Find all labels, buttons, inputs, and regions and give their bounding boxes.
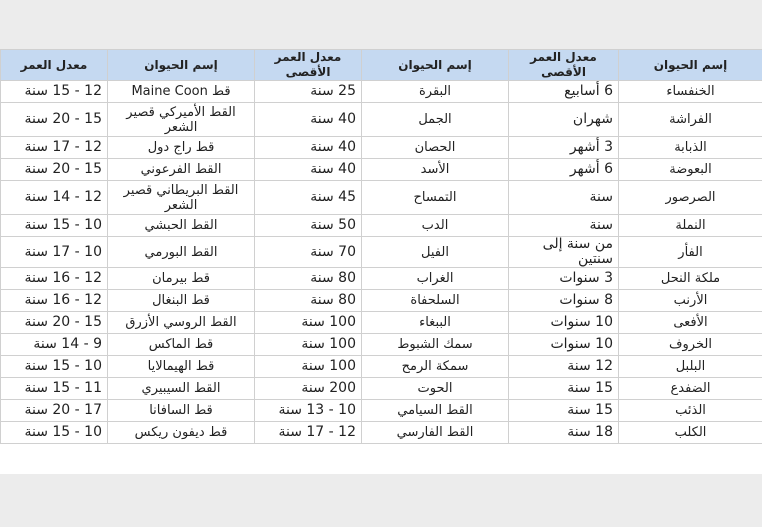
cell-animal-2[interactable]: القط الفارسي (362, 422, 509, 444)
cell-cat-breed[interactable]: القط البريطاني قصير الشعر (108, 181, 255, 215)
cell-animal-1[interactable]: الأفعى (619, 312, 762, 334)
cell-cat-lifespan[interactable]: 15 - 20 سنة (1, 103, 108, 137)
cell-cat-lifespan[interactable]: 11 - 15 سنة (1, 378, 108, 400)
cell-animal-1[interactable]: الفراشة (619, 103, 762, 137)
cell-lifespan-2[interactable]: 45 سنة (255, 181, 362, 215)
cell-animal-1[interactable]: النملة (619, 215, 762, 237)
spreadsheet-sheet (0, 49, 762, 474)
table-row (1, 378, 762, 400)
cell-animal-2[interactable]: الجمل (362, 103, 509, 137)
table-row (1, 81, 762, 103)
cell-lifespan-2[interactable]: 12 - 17 سنة (255, 422, 362, 444)
header-max-lifespan-2[interactable]: معدل العمر الأقصى (255, 50, 362, 81)
cell-lifespan-1[interactable]: سنة (509, 215, 619, 237)
cell-cat-lifespan[interactable]: 10 - 15 سنة (1, 422, 108, 444)
cell-animal-2[interactable]: البقرة (362, 81, 509, 103)
cell-lifespan-1[interactable]: 6 أشهر (509, 159, 619, 181)
cell-lifespan-2[interactable]: 80 سنة (255, 268, 362, 290)
cell-lifespan-2[interactable]: 40 سنة (255, 159, 362, 181)
cell-cat-lifespan[interactable]: 12 - 17 سنة (1, 137, 108, 159)
cell-cat-lifespan[interactable]: 12 - 14 سنة (1, 181, 108, 215)
cell-cat-lifespan[interactable]: 9 - 14 سنة (1, 334, 108, 356)
cell-cat-lifespan[interactable]: 17 - 20 سنة (1, 400, 108, 422)
bottom-background (0, 474, 762, 527)
table-row (1, 290, 762, 312)
cell-animal-1[interactable]: الفأر (619, 237, 762, 268)
cell-cat-lifespan[interactable]: 10 - 15 سنة (1, 356, 108, 378)
cell-lifespan-2[interactable]: 100 سنة (255, 312, 362, 334)
cell-animal-1[interactable]: الذئب (619, 400, 762, 422)
cell-animal-2[interactable]: الغراب (362, 268, 509, 290)
cell-cat-lifespan[interactable]: 10 - 15 سنة (1, 215, 108, 237)
cell-animal-1[interactable]: الصرصور (619, 181, 762, 215)
cell-cat-breed[interactable]: القط البورمي (108, 237, 255, 268)
cell-animal-2[interactable]: القط السيامي (362, 400, 509, 422)
cell-animal-1[interactable]: الضفدع (619, 378, 762, 400)
cell-lifespan-1[interactable]: 12 سنة (509, 356, 619, 378)
cell-lifespan-2[interactable]: 10 - 13 سنة (255, 400, 362, 422)
cell-animal-1[interactable]: ملكة النحل (619, 268, 762, 290)
cell-lifespan-2[interactable]: 40 سنة (255, 137, 362, 159)
cell-animal-2[interactable]: الأسد (362, 159, 509, 181)
cell-animal-2[interactable]: الحصان (362, 137, 509, 159)
cell-animal-2[interactable]: الببغاء (362, 312, 509, 334)
cell-cat-lifespan[interactable]: 15 - 20 سنة (1, 159, 108, 181)
cell-animal-2[interactable]: الدب (362, 215, 509, 237)
cell-lifespan-1[interactable]: 10 سنوات (509, 312, 619, 334)
cell-lifespan-2[interactable]: 200 سنة (255, 378, 362, 400)
header-animal-name-3[interactable]: إسم الحيوان (108, 50, 255, 81)
cell-animal-1[interactable]: الذبابة (619, 137, 762, 159)
cell-lifespan-2[interactable]: 40 سنة (255, 103, 362, 137)
header-lifespan-3[interactable]: معدل العمر (1, 50, 108, 81)
table-row (1, 181, 762, 215)
cell-animal-1[interactable]: الكلب (619, 422, 762, 444)
cell-lifespan-1[interactable]: 6 أسابيع (509, 81, 619, 103)
cell-cat-breed[interactable]: قط الماكس (108, 334, 255, 356)
cell-cat-lifespan[interactable]: 15 - 20 سنة (1, 312, 108, 334)
lifespan-table (0, 49, 762, 444)
table-row (1, 137, 762, 159)
cell-lifespan-1[interactable]: 3 أشهر (509, 137, 619, 159)
cell-cat-lifespan[interactable]: 12 - 16 سنة (1, 290, 108, 312)
cell-animal-2[interactable]: سمك الشبوط (362, 334, 509, 356)
cell-cat-breed[interactable]: القط الأميركي قصير الشعر (108, 103, 255, 137)
cell-cat-breed[interactable]: القط الحبشي (108, 215, 255, 237)
table-row (1, 103, 762, 137)
cell-animal-2[interactable]: سمكة الرمح (362, 356, 509, 378)
cell-lifespan-1[interactable]: 15 سنة (509, 400, 619, 422)
cell-lifespan-2[interactable]: 70 سنة (255, 237, 362, 268)
cell-animal-2[interactable]: التمساح (362, 181, 509, 215)
cell-cat-breed[interactable]: قط البنغال (108, 290, 255, 312)
cell-cat-lifespan[interactable]: 10 - 17 سنة (1, 237, 108, 268)
cell-lifespan-1[interactable]: من سنة إلى سنتين (509, 237, 619, 268)
cell-lifespan-1[interactable]: 10 سنوات (509, 334, 619, 356)
table-row (1, 356, 762, 378)
cell-lifespan-1[interactable]: 15 سنة (509, 378, 619, 400)
table-row (1, 312, 762, 334)
cell-lifespan-1[interactable]: 8 سنوات (509, 290, 619, 312)
cell-cat-breed[interactable]: قط راج دول (108, 137, 255, 159)
cell-lifespan-2[interactable]: 80 سنة (255, 290, 362, 312)
table-row (1, 215, 762, 237)
cell-lifespan-1[interactable]: سنة (509, 181, 619, 215)
cell-lifespan-2[interactable]: 100 سنة (255, 334, 362, 356)
table-row (1, 400, 762, 422)
cell-cat-lifespan[interactable]: 12 - 16 سنة (1, 268, 108, 290)
cell-animal-1[interactable]: الخروف (619, 334, 762, 356)
cell-cat-breed[interactable]: قط Maine Coon (108, 81, 255, 103)
cell-lifespan-2[interactable]: 100 سنة (255, 356, 362, 378)
cell-cat-breed[interactable]: قط ديفون ريكس (108, 422, 255, 444)
cell-cat-lifespan[interactable]: 12 - 15 سنة (1, 81, 108, 103)
header-row (1, 50, 762, 81)
table-row (1, 422, 762, 444)
cell-lifespan-1[interactable]: 18 سنة (509, 422, 619, 444)
cell-lifespan-2[interactable]: 50 سنة (255, 215, 362, 237)
cell-animal-2[interactable]: الحوت (362, 378, 509, 400)
header-animal-name-2[interactable]: إسم الحيوان (362, 50, 509, 81)
cell-animal-1[interactable]: الأرنب (619, 290, 762, 312)
table-row (1, 237, 762, 268)
cell-animal-1[interactable]: البعوضة (619, 159, 762, 181)
cell-cat-breed[interactable]: القط السيبيري (108, 378, 255, 400)
table-row (1, 334, 762, 356)
cell-cat-breed[interactable]: القط الروسي الأزرق (108, 312, 255, 334)
header-max-lifespan-1[interactable]: معدل العمر الأقصى (509, 50, 619, 81)
cell-cat-breed[interactable]: قط بيرمان (108, 268, 255, 290)
cell-animal-2[interactable]: السلحفاة (362, 290, 509, 312)
cell-animal-2[interactable]: الفيل (362, 237, 509, 268)
cell-lifespan-1[interactable]: شهران (509, 103, 619, 137)
cell-cat-breed[interactable]: قط الهيمالايا (108, 356, 255, 378)
cell-animal-1[interactable]: الخنفساء (619, 81, 762, 103)
header-animal-name-1[interactable]: إسم الحيوان (619, 50, 762, 81)
table-row (1, 268, 762, 290)
cell-animal-1[interactable]: البلبل (619, 356, 762, 378)
cell-cat-breed[interactable]: القط الفرعوني (108, 159, 255, 181)
cell-lifespan-1[interactable]: 3 سنوات (509, 268, 619, 290)
table-row (1, 159, 762, 181)
cell-lifespan-2[interactable]: 25 سنة (255, 81, 362, 103)
cell-cat-breed[interactable]: قط السافانا (108, 400, 255, 422)
